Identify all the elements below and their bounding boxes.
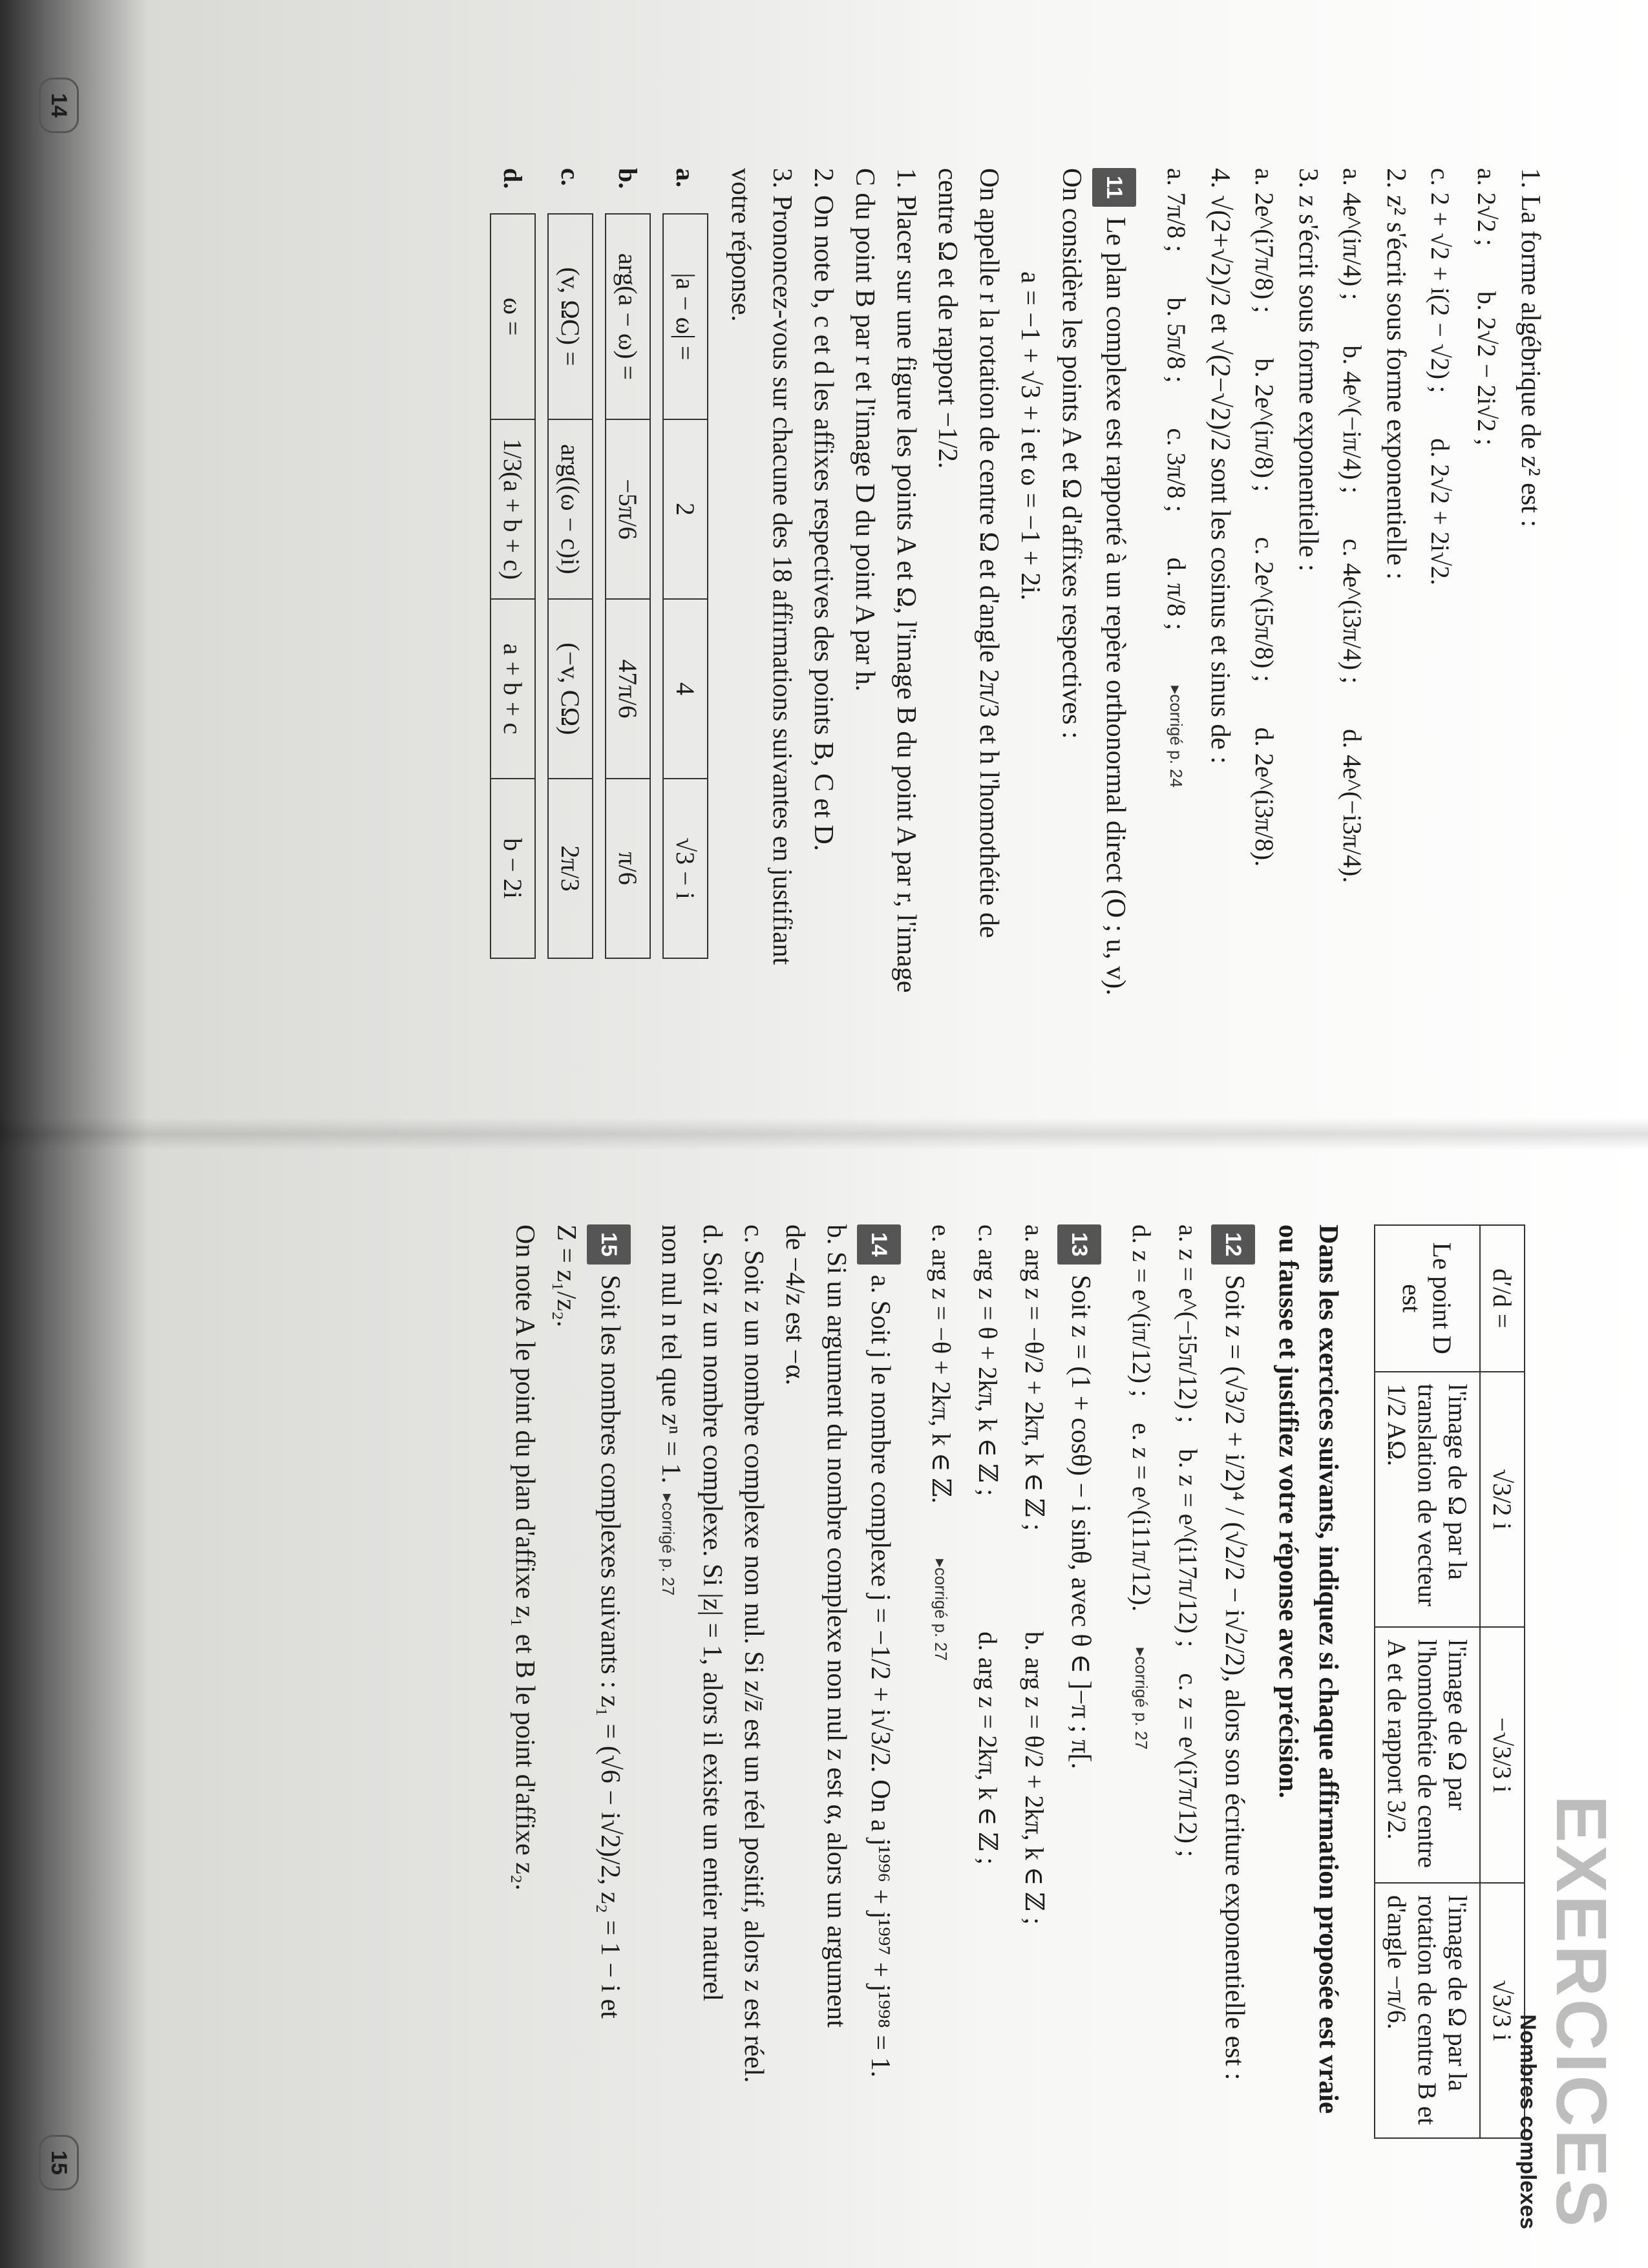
ex13-option-a: a. arg z = −θ/2 + 2kπ, k ∈ ℤ ; xyxy=(1020,1224,1049,1531)
ex11-line-3: a = −1 + √3 + i et ω = −1 + 2i. xyxy=(1015,271,1045,601)
cell-c-0: (v, ΩC) = xyxy=(548,214,593,419)
right-page xyxy=(0,1134,1648,2268)
chapter-header xyxy=(1515,1795,1622,2229)
ex14-line-5: d. Soit z un nombre complexe. Si |z| = 1, alors il existe un entier naturel xyxy=(697,1224,727,2002)
ex11-number: 11 xyxy=(1092,168,1136,207)
ex15-line-2: Z = z₁/z₂. xyxy=(551,1224,581,1328)
q2-option-a: a. 4e^(iπ/4) ; xyxy=(1338,168,1367,300)
ex11-line-6: 1. Placer sur une figure les points A et Ω, l'image B du point A par r, l'image xyxy=(891,168,921,993)
ex14-number: 14 xyxy=(857,1224,901,1265)
ex12-options xyxy=(1165,1224,1211,2139)
ex14-line-6 xyxy=(648,1224,692,2139)
cell-b-3: π/6 xyxy=(606,779,650,958)
q1-options-2 xyxy=(1417,168,1463,1063)
ex13-corrige-ref: ▸ corrigé p. 27 xyxy=(918,1559,964,1661)
q3-option-d: d. 2e^(i3π/8). xyxy=(1250,727,1279,867)
cell-c-2: (−v, CΩ) xyxy=(548,599,593,779)
ex11-table-d xyxy=(490,213,536,959)
ex11-table-row-c xyxy=(547,168,593,1063)
ex12-option-d: d. z = e^(iπ/12) ; xyxy=(1127,1224,1156,1398)
ex13-options-3 xyxy=(918,1224,964,2139)
ex11-line-9: 3. Prononcez-vous sur chacune des 18 affirmations suivantes en justifiant xyxy=(767,168,797,965)
ex11-table-label-d: d. xyxy=(498,168,527,189)
cell-a-3: √3 − i xyxy=(663,779,708,958)
ex13-options-1 xyxy=(1011,1224,1057,2139)
table-e-head-0: d′/d = xyxy=(1480,1225,1525,1372)
q4-options xyxy=(1153,168,1199,1063)
ex15-line-1 xyxy=(587,1224,631,2139)
q1-option-b: b. 2√2 − 2i√2 ; xyxy=(1472,291,1501,446)
ex14-line-3: de −4/z est −α. xyxy=(780,1224,810,1385)
ex13-statement-line xyxy=(1057,1224,1101,2139)
page-number-left: 14 xyxy=(39,78,79,133)
ex13-option-b: b. arg z = θ/2 + 2kπ, k ∈ ℤ ; xyxy=(1020,1632,1049,1925)
ex11-line-1 xyxy=(1092,168,1136,1063)
ex11-table-label-c: c. xyxy=(556,168,585,186)
q2-option-d: d. 4e^(−i3π/4). xyxy=(1338,729,1367,883)
table-e-head-2: −√3/3 i xyxy=(1480,1627,1525,1883)
ex11-table-a xyxy=(662,213,708,959)
cell-b-1: −5π/6 xyxy=(606,419,650,599)
ex13-number: 13 xyxy=(1057,1224,1101,1265)
cell-d-0: ω = xyxy=(491,214,535,419)
ex13-option-d: d. arg z = 2kπ, k ∈ ℤ ; xyxy=(973,1632,1002,1865)
ex13-options-2 xyxy=(964,1224,1011,2139)
q4-option-d: d. π/8 ; xyxy=(1162,557,1191,631)
ex11-table-label-a: a. xyxy=(671,168,700,187)
ex14-line-2: b. Si un argument du nombre complexe non nul z est α, alors un argument xyxy=(821,1224,851,2028)
q3-option-b: b. 2e^(iπ/8) ; xyxy=(1250,358,1279,492)
q3-option-c: c. 2e^(i5π/8) ; xyxy=(1250,537,1279,682)
cell-d-1: 1/3(a + b + c) xyxy=(491,419,535,599)
table-e-head-1: √3/2 i xyxy=(1480,1372,1525,1628)
ex11-table-row-b xyxy=(605,168,651,1063)
cell-d-2: a + b + c xyxy=(491,599,535,779)
q1-option-c: c. 2 + √2 + i(2 − √2) ; xyxy=(1426,168,1455,394)
q2-stem: 2. z² s'écrit sous forme exponentielle : xyxy=(1381,168,1411,580)
ex11-line-8: 2. On note b, c et d les affixes respectives des points B, C et D. xyxy=(808,168,838,852)
ex12-statement-line xyxy=(1211,1224,1255,2139)
header-chapter-title: Nombres complexes xyxy=(1516,2014,1540,2229)
ex11-line-7: C du point B par r et l'image D du point A par h. xyxy=(850,168,880,692)
ex14-line-4: c. Soit z un nombre complexe non nul. Si z/z̄ est un réel positif, alors z est réel. xyxy=(739,1224,768,2083)
q3-stem: 3. z s'écrit sous forme exponentielle : xyxy=(1293,168,1323,572)
table-e-cell-1: l'image de Ω par la translation de vecteur 1/2 AΩ. xyxy=(1375,1372,1480,1628)
cell-d-3: b − 2i xyxy=(491,779,535,958)
ex15-text-1: Soit les nombres complexes suivants : z₁ = (√6 − i√2)/2, z₂ = 1 − i et xyxy=(595,1274,625,2019)
q2-options xyxy=(1329,168,1375,1063)
ex11-line-10: votre réponse. xyxy=(726,168,755,322)
ex11-line-4: On appelle r la rotation de centre Ω et d'angle 2π/3 et h l'homothétie de xyxy=(974,168,1004,938)
cell-c-3: 2π/3 xyxy=(548,779,593,958)
table-e-cell-2: l'image de Ω par l'homothétie de centre A et de rapport 3/2. xyxy=(1375,1627,1480,1883)
ex15-line-3: On note A le point du plan d'affixe z₁ et B le point d'affixe z₂. xyxy=(510,1224,540,1891)
cell-a-0: |a − ω| = xyxy=(663,214,708,419)
table-e-head-3: √3/3 i xyxy=(1480,1883,1525,2138)
ex11-text-1: Le plan complexe est rapporté à un repère orthonormal direct (O ; u, v). xyxy=(1101,216,1130,996)
q4-option-b: b. 5π/8 ; xyxy=(1162,297,1191,383)
table-e-row-label: Le point D est xyxy=(1375,1225,1480,1372)
ex14-text-6: non nul n tel que zⁿ = 1. xyxy=(656,1224,686,1484)
cell-a-2: 4 xyxy=(663,599,708,779)
ex12-options-2 xyxy=(1118,1224,1165,2139)
ex13-statement: Soit z = (1 + cosθ) − i sinθ, avec θ ∈ ]−π ; π[. xyxy=(1066,1274,1095,1769)
ex12-statement: Soit z = (√3/2 + i/2)⁴ / (√2/2 − i√2/2), alors son écriture exponentielle est : xyxy=(1220,1274,1249,2081)
corrige-ref-24: ▸ corrigé p. 24 xyxy=(1153,686,1199,788)
ex14-corrige-ref: ▸ corrigé p. 27 xyxy=(659,1494,678,1596)
page-number-right: 15 xyxy=(39,2135,79,2190)
ex11-table-c xyxy=(547,213,593,959)
ex12-option-a: a. z = e^(−i5π/12) ; xyxy=(1174,1224,1203,1423)
q4-option-a: a. 7π/8 ; xyxy=(1162,168,1191,253)
ex14-line-1 xyxy=(857,1224,901,2139)
ex13-option-c: c. arg z = θ + 2kπ, k ∈ ℤ ; xyxy=(973,1224,1002,1496)
ex12-corrige-ref: ▸ corrigé p. 27 xyxy=(1118,1648,1165,1750)
q1-options xyxy=(1463,168,1510,1063)
ex13-option-e: e. arg z = −θ + 2kπ, k ∈ ℤ. xyxy=(927,1224,956,1504)
cell-b-2: 47π/6 xyxy=(606,599,650,779)
ex11-line-5: centre Ω et de rapport −1/2. xyxy=(933,168,962,469)
q4-stem: 4. √(2+√2)/2 et √(2−√2)/2 sont les cosinus et sinus de : xyxy=(1205,168,1235,764)
q3-option-a: a. 2e^(i7π/8) ; xyxy=(1250,168,1279,313)
ex11-table-b xyxy=(605,213,651,959)
ex11-table-e xyxy=(1374,1224,1525,2139)
ex12-option-e: e. z = e^(i11π/12). xyxy=(1127,1423,1156,1612)
q1-option-a: a. 2√2 ; xyxy=(1472,168,1501,246)
ex11-line-2: On considère les points A et Ω d'affixes respectives : xyxy=(1057,168,1086,739)
ex12-number: 12 xyxy=(1211,1224,1255,1265)
ex11-table-row-a xyxy=(662,168,708,1063)
cell-a-1: 2 xyxy=(663,419,708,599)
header-exercices: EXERCICES xyxy=(1541,1795,1621,2229)
ex11-table-label-b: b. xyxy=(613,168,642,189)
ex12-option-b: b. z = e^(i17π/12) ; xyxy=(1174,1449,1203,1648)
instructions: Dans les exercices suivants, indiquez si chaque affirmation proposée est vraie ou fausse et justifiez votre réponse avec précision. xyxy=(1273,1224,1343,2114)
q2-option-c: c. 4e^(i3π/4) ; xyxy=(1338,538,1367,684)
cell-c-1: arg((ω − c)i) xyxy=(548,419,593,599)
ex14-text-1: a. Soit j le nombre complexe j = −1/2 + i√3/2. On a j¹⁹⁹⁶ + j¹⁹⁹⁷ + j¹⁹⁹⁸ = 1. xyxy=(865,1274,895,2078)
ex12-option-c: c. z = e^(i7π/12) ; xyxy=(1174,1673,1203,1858)
ex11-table-row-d xyxy=(490,168,536,1063)
q2-option-b: b. 4e^(−iπ/4) ; xyxy=(1338,345,1367,494)
q4-option-c: c. 3π/8 ; xyxy=(1162,428,1191,512)
table-e-cell-3: l'image de Ω par la rotation de centre B et d'angle −π/6. xyxy=(1375,1883,1480,2138)
ex15-number: 15 xyxy=(587,1224,631,1265)
q3-options xyxy=(1241,168,1287,1063)
q1-stem: 1. La forme algébrique de z² est : xyxy=(1516,168,1545,528)
q1-option-d: d. 2√2 + 2i√2. xyxy=(1426,438,1455,585)
cell-b-0: arg(a − ω) = xyxy=(606,214,650,419)
